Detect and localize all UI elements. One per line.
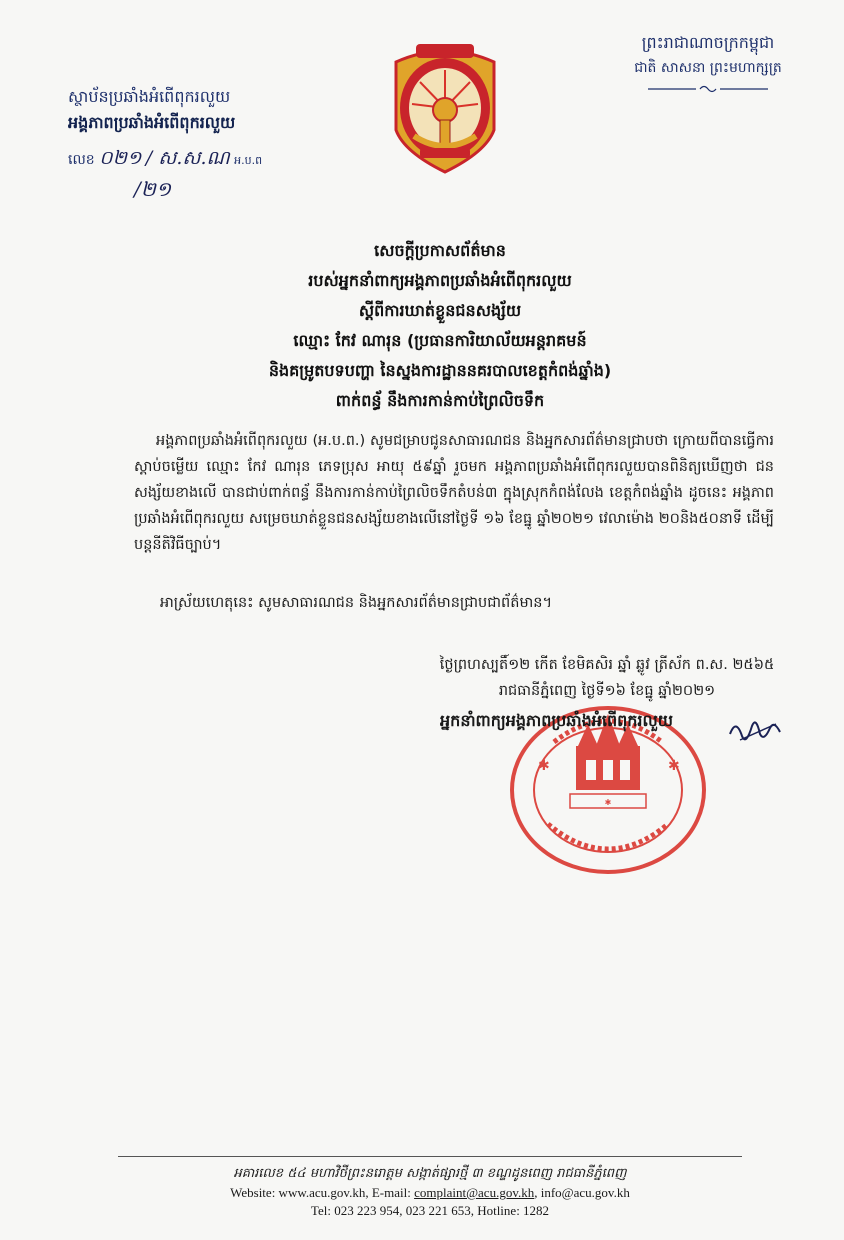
website-text: Website: www.acu.gov.kh, — [230, 1185, 369, 1200]
spokesperson-title: អ្នកនាំពាក្យអង្គភាពប្រឆាំងអំពើពុករលួយ — [440, 711, 673, 730]
title-line-2: របស់អ្នកនាំពាក្យអង្គភាពប្រឆាំងអំពើពុករលួយ — [308, 271, 572, 290]
acu-emblem-logo — [386, 36, 504, 176]
handwritten-signature — [726, 712, 786, 752]
title-line-5: និងគម្រូតបទបញ្ហា នៃស្នងការដ្ឋាននគរបាលខេត្តកំពង់ឆ្នាំង) — [268, 361, 612, 380]
svg-text:✱: ✱ — [604, 798, 612, 807]
info-email-text: , info@acu.gov.kh — [534, 1185, 630, 1200]
closing-paragraph: អាស្រ័យហេតុនេះ សូមសាធារណជន និងអ្នកសារព័ត៌មានជ្រាបជាព័ត៌មាន។ — [160, 595, 553, 611]
ref-number: ០២១ — [99, 147, 142, 169]
footer-phone: Tel: 023 223 954, 023 221 653, Hotline: 1282 — [310, 1203, 550, 1218]
ref-year: /២១ — [134, 177, 172, 201]
footer-address: អគារលេខ ៥៤ មហាវិថីព្រះនរោត្តម សង្កាត់ផ្សារថ្មី ៣ ខណ្ឌដូនពេញ រាជធានីភ្នំពេញ — [233, 1166, 627, 1181]
title-line-1: សេចក្តីប្រកាសព័ត៌មាន — [374, 241, 506, 260]
ref-prefix: លេខ — [68, 152, 95, 168]
title-line-4: ឈ្មោះ កែវ ណារុន (ប្រធានការិយាល័យអន្តរាគមន៍ — [293, 331, 587, 350]
ornament-divider — [648, 84, 768, 94]
reference-number — [68, 146, 262, 174]
complaint-email-link[interactable]: complaint@acu.gov.kh — [414, 1185, 535, 1200]
email-label: E-mail: — [371, 1185, 411, 1200]
ref-mid: / ស.ស.ណ — [145, 147, 230, 169]
body-paragraph — [134, 428, 774, 558]
paragraph-1: អង្គភាពប្រឆាំងអំពើពុករលួយ (អ.ប.ព.) សូមជម្រាបជូនសាធារណជន និងអ្នកសារព័ត៌មានជ្រាបថា ក្រោយពីបានធ្វើការស្តាប់ចម្លើយ ឈ្មោះ កែវ ណារុន ភេទប្រុស អាយុ ៥៩ឆ្នាំ រួចមក អង្គភាពប្រឆាំងអំពើពុករលួយបានពិនិត្យឃើញថា ជនសង្ស័យខាងលើ បានជាប់ពាក់ពន្ធ័ នឹងការកាន់កាប់ព្រៃលិចទឹកតំបន់៣ ក្នុងស្រុកកំពង់លែង ខេត្តកំពង់ឆ្នាំង ដូចនេះ អង្គភាពប្រឆាំងអំពើពុករលួយ សម្រេចឃាត់ខ្លួនជនសង្ស័យខាងលើនៅថ្ងៃទី ១៦ ខែធ្នូ ឆ្នាំ២០២១ វេលាម៉ោង ២០និង៥០នាទី ដើម្បីបន្តនីតិវិធីច្បាប់។ — [134, 433, 774, 553]
title-line-6: ពាក់ពន្ធ័ នឹងការកាន់កាប់ព្រៃលិចទឹក — [335, 391, 545, 410]
title-line-3: ស្តីពីការឃាត់ខ្លួនជនសង្ស័យ — [358, 301, 522, 320]
institution-header — [68, 84, 368, 136]
footer — [118, 1164, 742, 1220]
kingdom-name: ព្រះរាជាណាចក្រកម្ពុជា — [641, 33, 775, 52]
ref-suffix: អ.ប.ព — [234, 154, 263, 167]
svg-text:✱: ✱ — [538, 758, 550, 774]
solar-date: រាជធានីភ្នំពេញ ថ្ងៃទី១៦ ខែធ្នូ ឆ្នាំ២០២១ — [498, 683, 716, 699]
national-motto: ជាតិ សាសនា ព្រះមហាក្សត្រ — [634, 60, 782, 76]
date-block — [412, 652, 802, 704]
svg-text:✱: ✱ — [668, 758, 680, 774]
footer-contacts — [118, 1184, 742, 1202]
lunar-date: ថ្ងៃព្រហស្បតិ៍១២ កើត ខែមិគសិរ ឆ្នាំ ឆ្លូវ ត្រីស័ក ព.ស. ២៥៦៥ — [439, 657, 775, 673]
document-title — [170, 236, 710, 416]
kingdom-header — [598, 30, 818, 94]
unit-name: អង្គភាពប្រឆាំងអំពើពុករលួយ — [68, 113, 236, 132]
institution-name: ស្ថាប័នប្រឆាំងអំពើពុករលួយ — [68, 87, 231, 106]
footer-divider — [118, 1156, 742, 1157]
